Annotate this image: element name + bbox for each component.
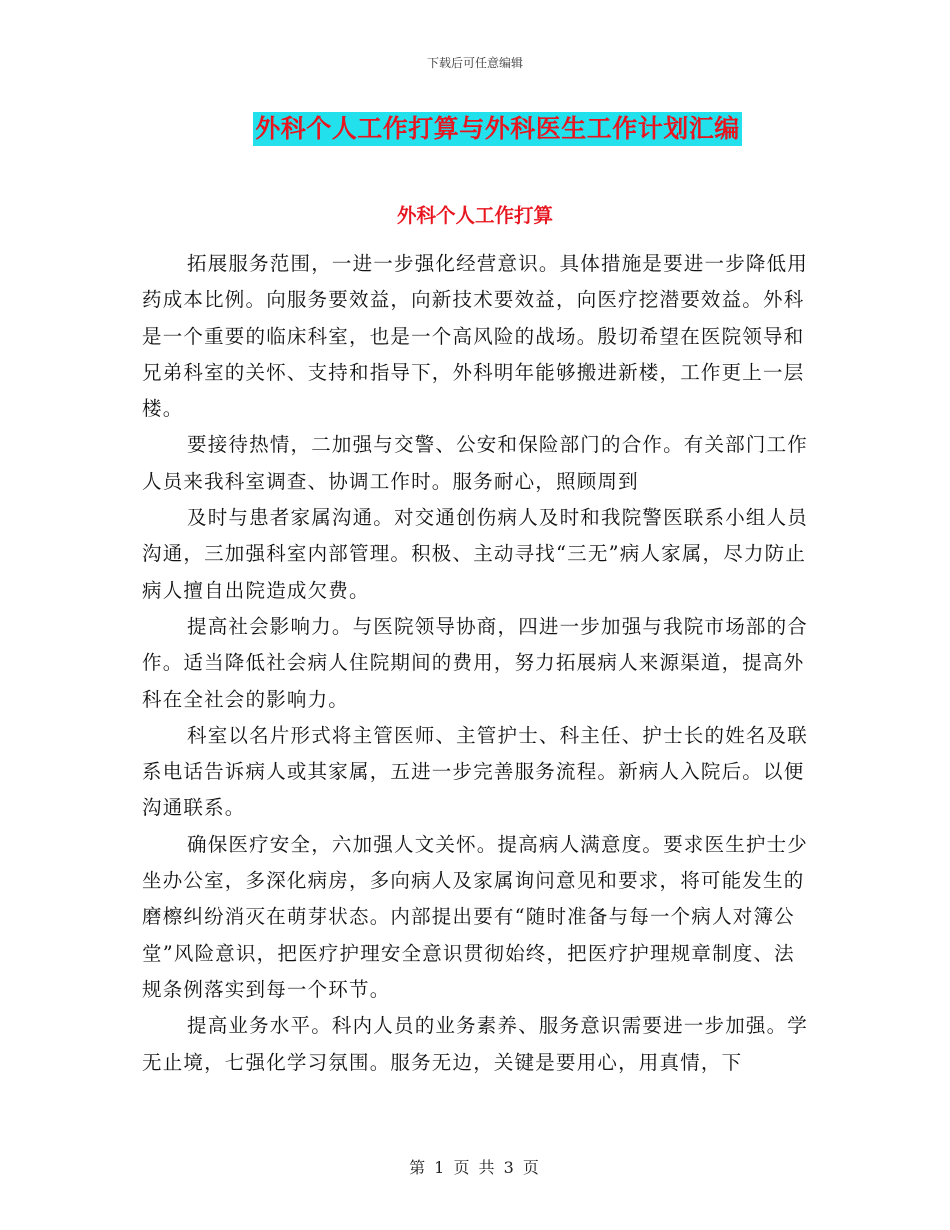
paragraph: 确保医疗安全，六加强人文关怀。提高病人满意度。要求医生护士少坐办公室，多深化病房，多向病人及家属询问意见和要求，将可能发生的磨檫纠纷消灭在萌芽状态。内部提出要有“随时准备与每一个病人对簿公堂”风险意识，把医疗护理安全意识贯彻始终，把医疗护理规章制度、法规条例落实到每一个环节。 [142,832,809,1001]
paragraph: 科室以名片形式将主管医师、主管护士、科主任、护士长的姓名及联系电话告诉病人或其家属，五进一步完善服务流程。新病人入院后。以便沟通联系。 [142,723,809,820]
paragraph: 及时与患者家属沟通。对交通创伤病人及时和我院警医联系小组人员沟通，三加强科室内部管理。积极、主动寻找“三无”病人家属，尽力防止病人擅自出院造成欠费。 [142,506,809,602]
paragraph: 拓展服务范围，一进一步强化经营意识。具体措施是要进一步降低用药成本比例。向服务要效益，向新技术要效益，向医疗挖潜要效益。外科是一个重要的临床科室，也是一个高风险的战场。殷切希望在医院领导和兄弟科室的关怀、支持和指导下，外科明年能够搬进新楼，工作更上一层楼。 [142,252,809,421]
document-title: 外科个人工作打算与外科医生工作计划汇编 [253,112,742,146]
header-note: 下载后可任意编辑 [426,56,523,70]
document-title-container [0,112,950,146]
section-title: 外科个人工作打算 [396,204,553,227]
paragraph: 要接待热情，二加强与交警、公安和保险部门的合作。有关部门工作人员来我科室调查、协调工作时。服务耐心，照顾周到 [142,433,809,493]
page-number: 第 1 页 共 3 页 [409,1158,541,1177]
paragraph: 提高业务水平。科内人员的业务素养、服务意识需要进一步加强。学无止境，七强化学习氛围。服务无边，关键是要用心，用真情，下 [142,1014,809,1074]
document-body [142,246,814,1081]
paragraph: 提高社会影响力。与医院领导协商，四进一步加强与我院市场部的合作。适当降低社会病人住院期间的费用，努力拓展病人来源渠道，提高外科在全社会的影响力。 [142,614,809,711]
